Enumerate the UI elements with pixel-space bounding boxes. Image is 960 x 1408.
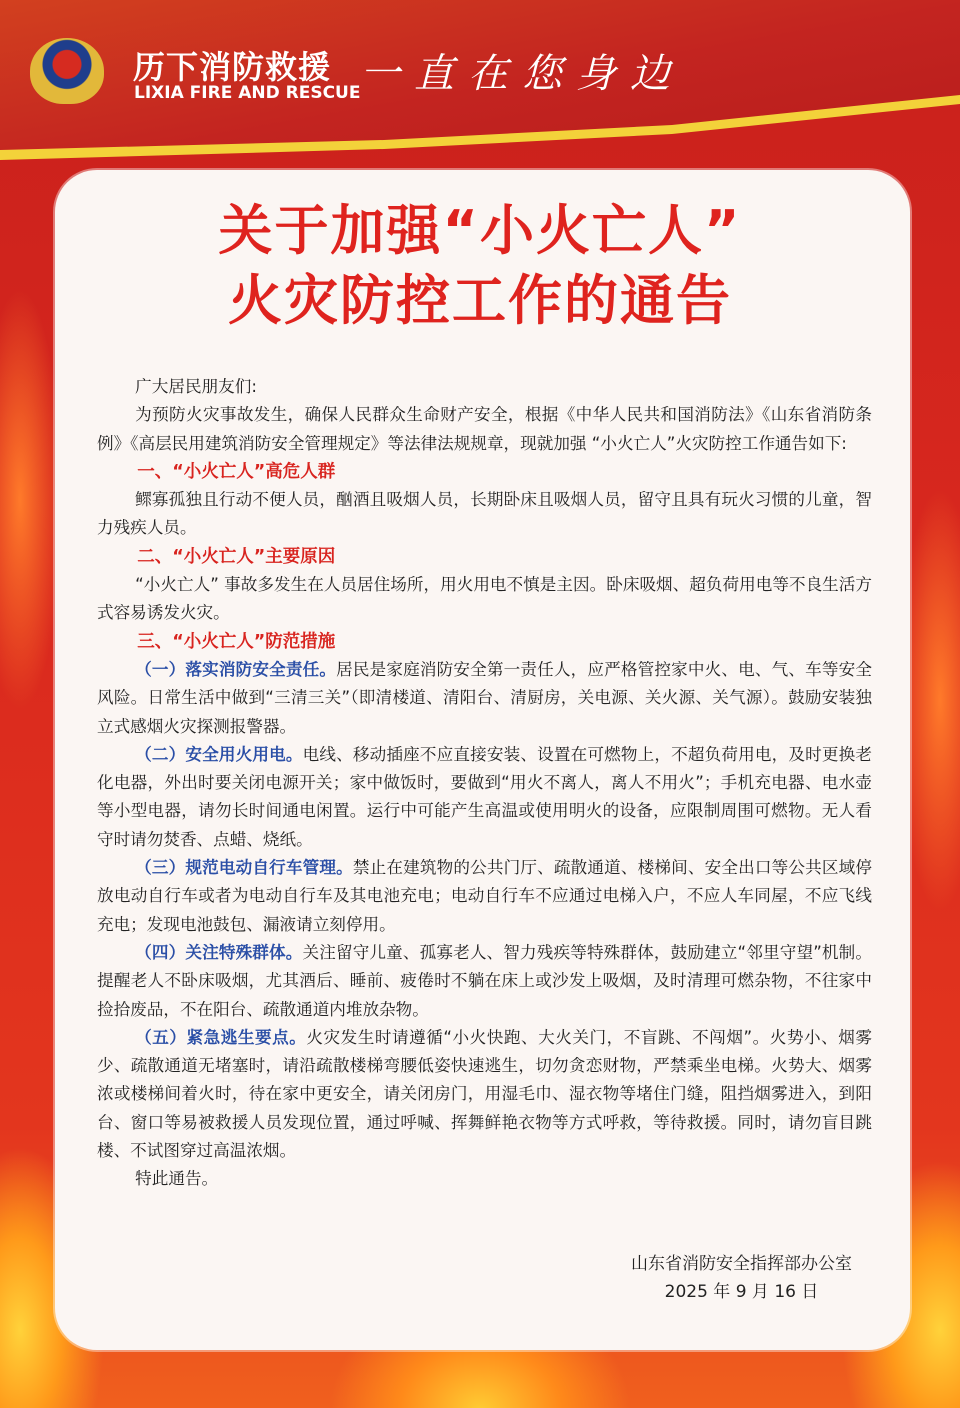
signature-org: 山东省消防安全指挥部办公室	[631, 1254, 852, 1274]
measure-text: 居民是家庭消防安全第一责任人，应严格管控家中火、电、气、车等安全风险。日常生活中做到“三清三关”（即清楼道、清阳台、清厨房，关电源、关火源、关气源）。鼓励安装独立式感烟火灾探测报警器。	[97, 659, 873, 736]
signature-date: 2025 年 9 月 16 日	[664, 1282, 819, 1302]
measure-label: （三）规范电动自行车管理。	[135, 858, 353, 878]
greeting: 广大居民朋友们:	[135, 377, 257, 396]
fire-rescue-emblem-icon	[30, 38, 104, 104]
measure-2	[97, 741, 872, 854]
measure-text: 关注留守儿童、孤寡老人、智力残疾等特殊群体，鼓励建立“邻里守望”机制。提醒老人不卧床吸烟，尤其酒后、睡前、疲倦时不躺在床上或沙发上吸烟，及时清理可燃杂物，不往家中捡拾废品，不在阳台、疏散通道内堆放杂物。	[97, 942, 872, 1019]
brand-name: 历下消防救援	[133, 48, 332, 86]
intro-paragraph: 为预防火灾事故发生，确保人民群众生命财产安全，根据《中华人民共和国消防法》《山东省消防条例》《高层民用建筑消防安全管理规定》等法律法规规章，现就加强 “小火亡人”火灾防控工作通告如下:	[97, 405, 872, 453]
measure-3	[97, 854, 872, 939]
closing: 特此通告。	[135, 1169, 219, 1189]
signature	[631, 1250, 852, 1306]
measure-4	[97, 939, 872, 1024]
section-text-2: “小火亡人” 事故多发生在人员居住场所，用火用电不慎是主因。卧床吸烟、超负荷用电等不良生活方式容易诱发火灾。	[97, 575, 872, 623]
section-heading-3: 三、“小火亡人”防范措施	[137, 631, 336, 652]
measure-1	[97, 656, 872, 741]
measure-label: （四）关注特殊群体。	[135, 942, 303, 962]
measure-text: 电线、移动插座不应直接安装、设置在可燃物上，不超负荷用电，及时更换老化电器，外出时要关闭电源开关；家中做饭时，要做到“用火不离人，离人不用火”；手机充电器、电水壶等小型电器，请勿长时间通电闲置。运行中可能产生高温或使用明火的设备，应限制周围可燃物。无人看守时请勿焚香、点蜡、烧纸。	[97, 744, 873, 849]
section-heading-1: 一、“小火亡人”高危人群	[137, 461, 336, 482]
measure-label: （二）安全用火用电。	[135, 744, 303, 764]
measure-label: （一）落实消防安全责任。	[135, 659, 337, 679]
section-heading-2: 二、“小火亡人”主要原因	[137, 546, 336, 567]
measure-text: 禁止在建筑物的公共门厅、疏散通道、楼梯间、安全出口等公共区域停放电动自行车或者为电动自行车及其电池充电；电动自行车不应通过电梯入户，不应人车同屋，不应飞线充电；发现电池鼓包、漏液请立刻停用。	[97, 858, 873, 934]
measure-label: （五）紧急逃生要点。	[135, 1027, 307, 1047]
title-line-1: 关于加强“小火亡人”	[218, 199, 742, 262]
measure-text: 火灾发生时请遵循“小火快跑、大火关门，不盲跳、不闯烟”。火势小、烟雾少、疏散通道无堵塞时，请沿疏散楼梯弯腰低姿快速逃生，切勿贪恋财物，严禁乘坐电梯。火势大、烟雾浓或楼梯间着火时，待在家中更安全，请关闭房门，用湿毛巾、湿衣物等堵住门缝，阻挡烟雾进入，到阳台、窗口等易被救援人员发现位置，通过呼喊、挥舞鲜艳衣物等方式呼救，等待救援。同时，请勿盲目跳楼、不试图穿过高温浓烟。	[97, 1027, 872, 1161]
brand-name-english: LIXIA FIRE AND RESCUE	[134, 83, 361, 103]
slogan: 一直在您身边	[360, 51, 684, 97]
title-line-2: 火灾防控工作的通告	[228, 269, 732, 332]
notice-title	[0, 196, 960, 336]
measure-5	[97, 1024, 872, 1165]
notice-body	[97, 373, 872, 1194]
section-text-1: 鳏寡孤独且行动不便人员，酗酒且吸烟人员，长期卧床且吸烟人员，留守且具有玩火习惯的儿童，智力残疾人员。	[97, 490, 872, 538]
